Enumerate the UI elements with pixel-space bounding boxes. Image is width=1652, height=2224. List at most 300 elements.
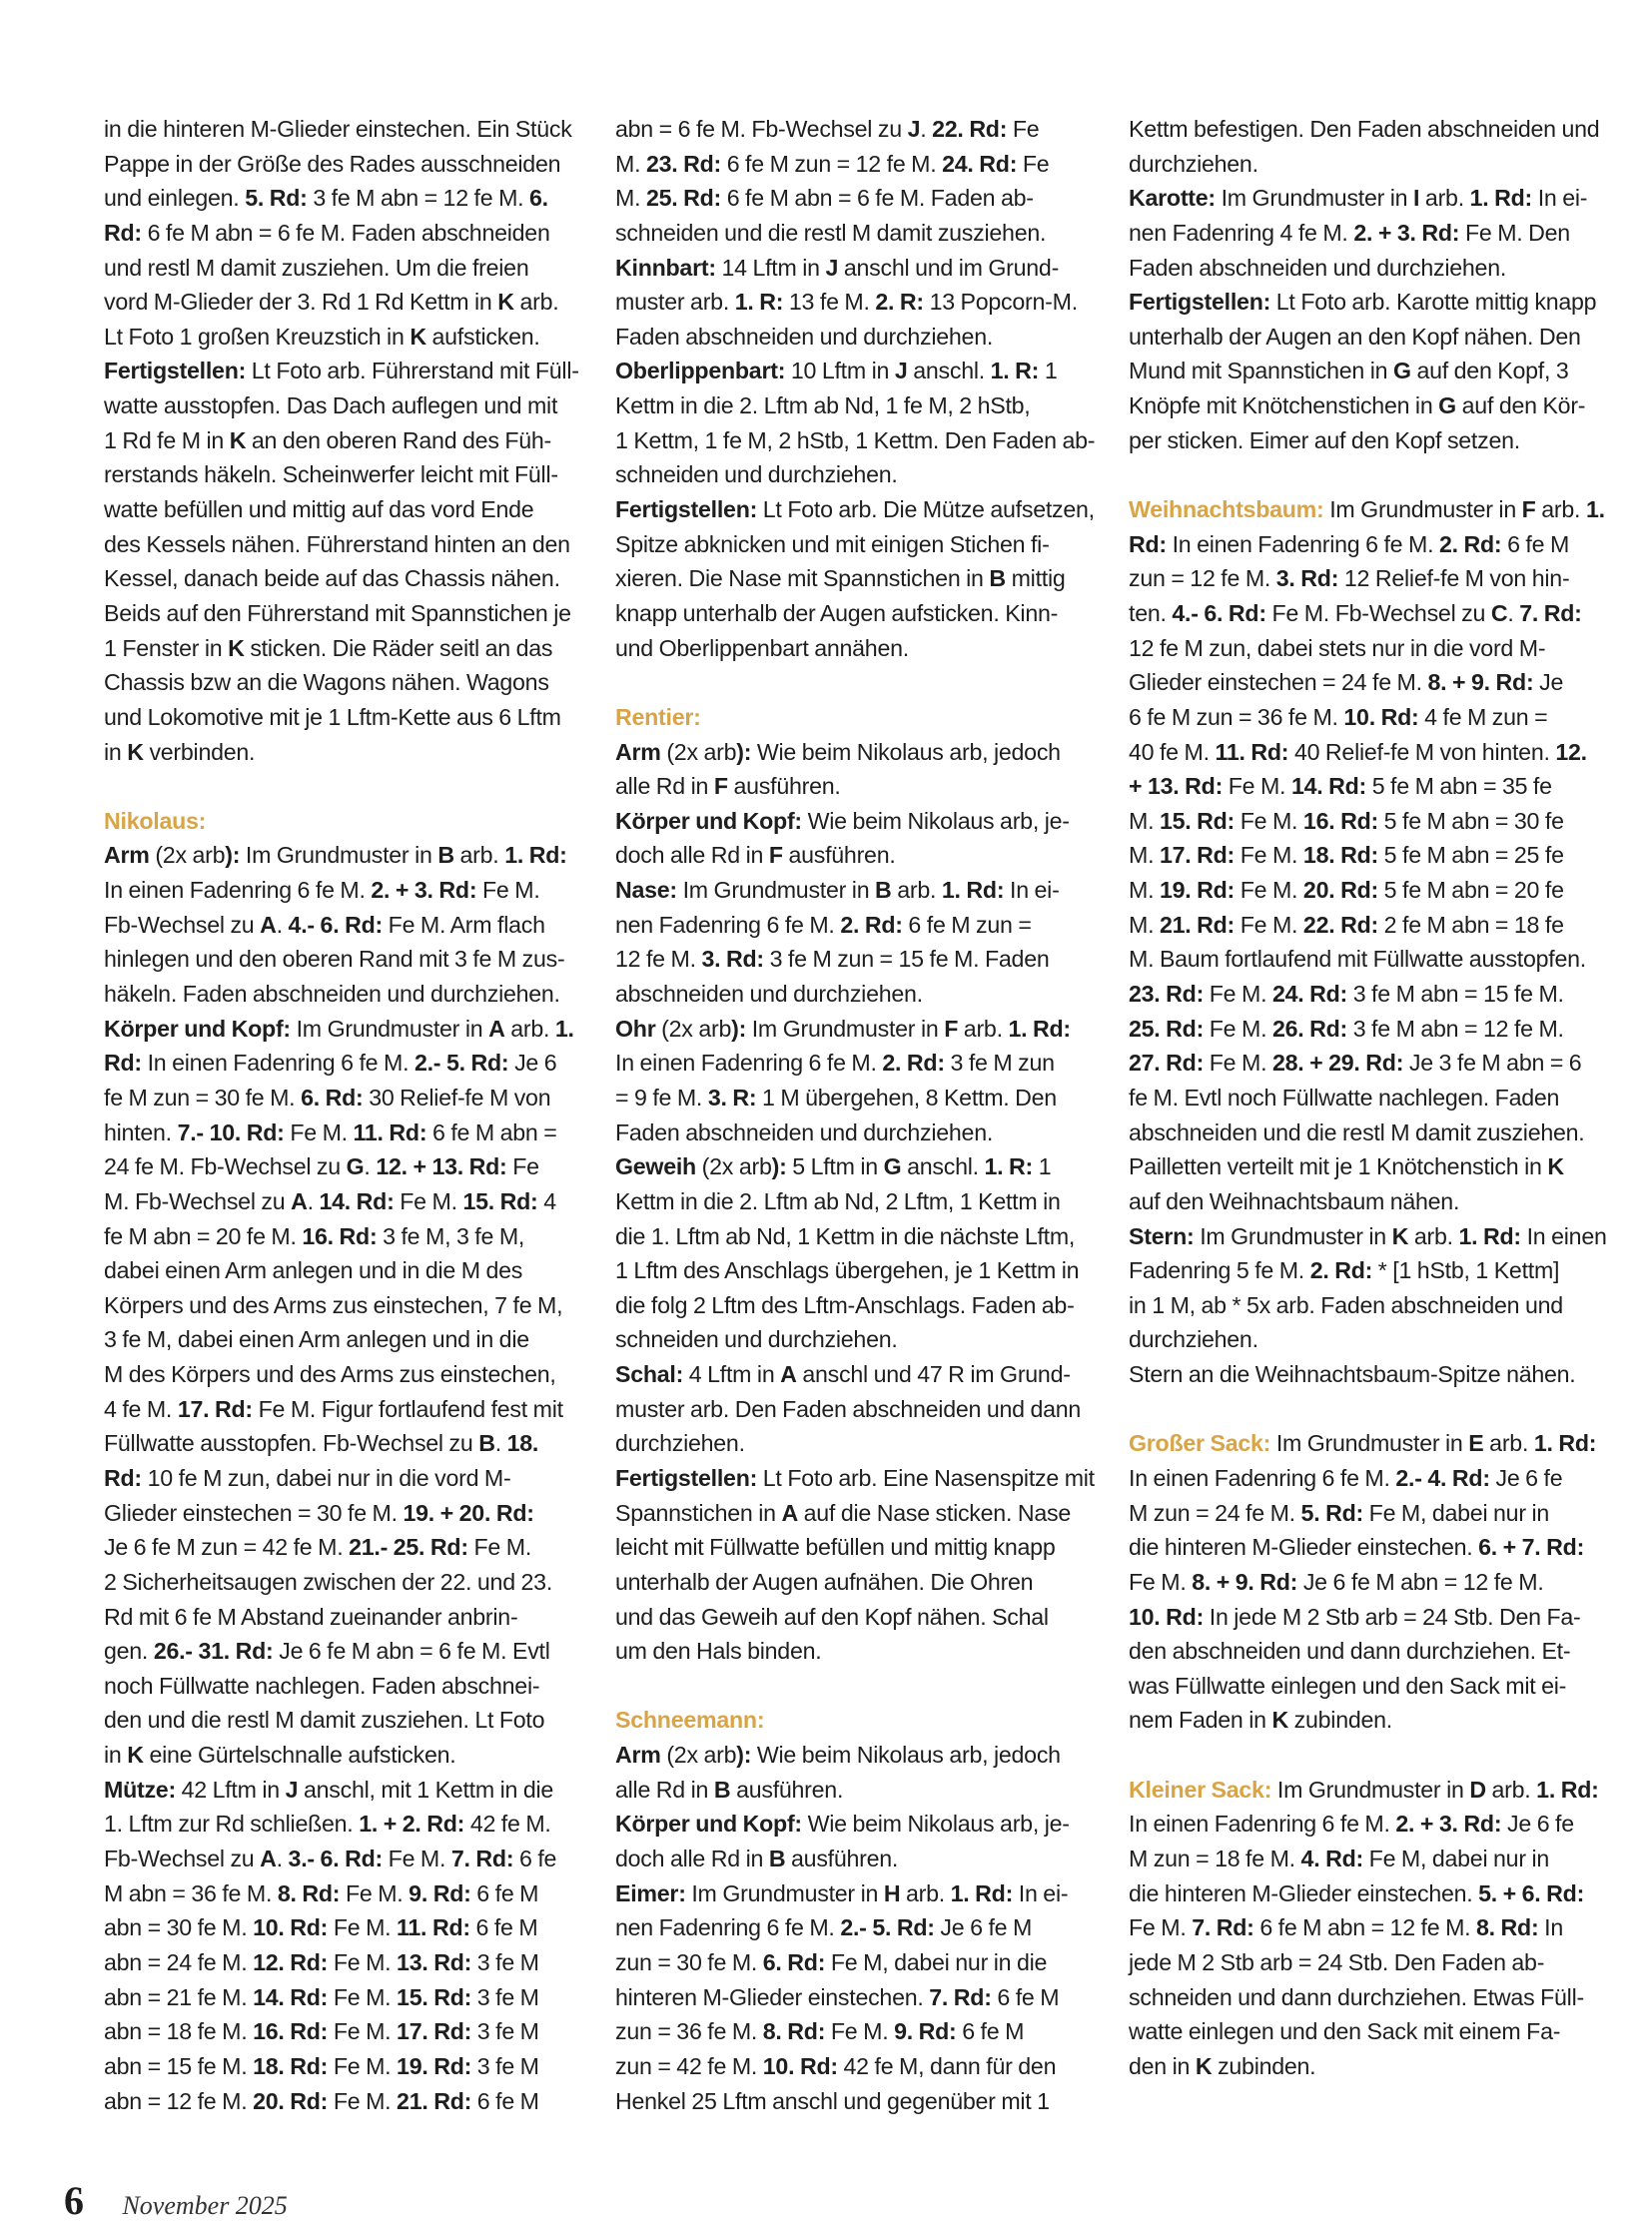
text-run: Fe M. — [328, 1914, 398, 1941]
bold-term: 7.- 10. Rd: — [177, 1118, 285, 1145]
bold-term: 2. R: — [875, 289, 924, 316]
text-run: den abschneiden und dann durchziehen. Et- — [1129, 1638, 1571, 1665]
text-line — [615, 908, 1095, 943]
text-line — [104, 1288, 583, 1323]
text-line — [104, 908, 583, 943]
text-run: Fe M. — [1129, 1914, 1193, 1941]
bold-term: 12. + 13. Rd: — [376, 1153, 507, 1180]
text-line — [1129, 2014, 1606, 2049]
text-run: 6 fe M — [991, 1983, 1060, 2010]
text-run: Fe M. — [1204, 1050, 1272, 1077]
text-line — [104, 1980, 583, 2015]
text-run: Faden abschneiden und durchziehen. — [1129, 254, 1507, 281]
text-line — [1129, 977, 1606, 1012]
text-line — [104, 2084, 583, 2119]
text-line — [615, 285, 1095, 320]
section-heading: Großer Sack: — [1129, 1430, 1271, 1457]
text-run: Wie beim Nikolaus arb, jedoch — [751, 1742, 1061, 1769]
paragraph-gap — [615, 1669, 1095, 1704]
bold-term: 1. Rd: — [1458, 1222, 1521, 1249]
text-line — [615, 838, 1095, 873]
text-run: durchziehen. — [1129, 1326, 1258, 1353]
text-run: . — [494, 1430, 507, 1457]
text-run: 6 fe M zun = 12 fe M. — [721, 150, 943, 177]
bold-term: B — [989, 565, 1006, 592]
bold-term: G — [1393, 358, 1411, 384]
text-run: M. Fb-Wechsel zu — [104, 1187, 292, 1214]
bold-term: A — [260, 1846, 277, 1872]
text-run: Lt Foto arb. Karotte mittig knapp — [1270, 289, 1597, 316]
text-run: Fe M. — [340, 1879, 410, 1906]
bold-term: ): — [736, 1742, 752, 1769]
text-run: arb. — [1419, 185, 1470, 212]
bold-term: Körper und Kopf: — [615, 807, 802, 834]
text-line — [104, 1738, 583, 1773]
text-run: und Lokomotive mit je 1 Lftm-Kette aus 6 Lftm — [104, 703, 561, 730]
text-run: anschl. — [907, 358, 991, 384]
text-line — [104, 181, 583, 216]
bold-term: K — [1195, 2052, 1213, 2079]
text-run: arb. — [891, 877, 942, 904]
text-line — [104, 942, 583, 977]
bold-term: 2.- 4. Rd: — [1395, 1464, 1490, 1491]
text-line — [1129, 1046, 1606, 1081]
bold-term: A — [260, 911, 277, 938]
bold-term: 7. Rd: — [929, 1983, 992, 2010]
text-run: nem Faden in — [1129, 1707, 1272, 1734]
text-line — [615, 631, 1095, 666]
text-run: Chassis bzw an die Wagons nähen. Wagons — [104, 669, 549, 696]
text-line — [104, 216, 583, 251]
text-line — [615, 1392, 1095, 1427]
bold-term: G — [346, 1153, 365, 1180]
text-run: 4 fe M. — [104, 1395, 178, 1422]
text-line — [615, 1081, 1095, 1115]
text-run: Im Grundmuster in — [290, 1015, 489, 1042]
bold-term: C — [1490, 599, 1508, 626]
text-run: 42 fe M, dann für den — [837, 2052, 1057, 2079]
text-run: 6 fe M — [470, 1879, 539, 1906]
text-run: Fe M. — [328, 2052, 398, 2079]
text-line — [1129, 1496, 1606, 1531]
text-run: zun = 12 fe M. — [1129, 565, 1276, 592]
bold-term: A — [488, 1015, 505, 1042]
bold-term: K — [127, 738, 144, 765]
text-run: ten. — [1129, 599, 1173, 626]
bold-term: ): — [731, 1015, 747, 1042]
text-line — [1129, 1910, 1606, 1945]
bold-term: 15. Rd: — [1159, 807, 1236, 834]
bold-term: 10. Rd: — [762, 2052, 838, 2079]
text-line — [615, 735, 1095, 770]
text-line — [615, 1738, 1095, 1773]
text-run: in — [104, 1742, 128, 1769]
text-line — [1129, 1081, 1606, 1115]
bold-term: 1. R: — [990, 358, 1040, 384]
text-run: Fe M. Fb-Wechsel zu — [1265, 599, 1491, 626]
bold-term: 9. Rd: — [409, 1879, 471, 1906]
bold-term: 16. Rd: — [302, 1222, 378, 1249]
text-run: Glieder einstechen = 30 fe M. — [104, 1499, 404, 1526]
text-run: 5 fe M abn = 35 fe — [1366, 773, 1552, 800]
bold-term: K — [1391, 1222, 1409, 1249]
text-run: muster arb. Den Faden abschneiden und dann — [615, 1395, 1082, 1422]
text-line — [104, 977, 583, 1012]
text-run: nen Fadenring 6 fe M. — [615, 1914, 841, 1941]
text-run: alle Rd in — [615, 773, 714, 800]
text-run: Fe M. — [394, 1187, 463, 1214]
bold-term: 5. Rd: — [1300, 1499, 1363, 1526]
text-run: M. — [1129, 911, 1160, 938]
bold-term: 22. Rd: — [1302, 911, 1378, 938]
text-run: anschl und 47 R im Grund- — [796, 1361, 1071, 1388]
text-run: 14 Lftm in — [715, 254, 826, 281]
text-run: auf die Nase sticken. Nase — [797, 1499, 1071, 1526]
bold-term: K — [1547, 1153, 1564, 1180]
bold-term: J — [894, 358, 908, 384]
bold-term: 7. Rd: — [450, 1846, 514, 1872]
text-run: arb. — [1535, 496, 1586, 523]
text-line — [104, 1461, 583, 1496]
text-run: (2x arb — [695, 1153, 772, 1180]
text-line — [1129, 1012, 1606, 1047]
text-line — [104, 631, 583, 666]
text-line — [1129, 1461, 1606, 1496]
text-run: 10 fe M zun, dabei nur in die vord M- — [141, 1464, 511, 1491]
text-line — [615, 181, 1095, 216]
text-run: knapp unterhalb der Augen aufsticken. Kinn- — [615, 599, 1059, 626]
text-line — [104, 1012, 583, 1047]
text-line — [104, 1115, 583, 1150]
text-run: dabei einen Arm anlegen und in die M des — [104, 1257, 523, 1284]
text-line — [615, 1980, 1095, 2015]
text-run: Fadenring 5 fe M. — [1129, 1257, 1310, 1284]
text-run: Glieder einstechen = 24 fe M. — [1129, 669, 1428, 696]
text-run: abn = 12 fe M. — [104, 2087, 254, 2114]
text-run: auf den Kopf, 3 — [1410, 358, 1569, 384]
text-run: Fe M. — [328, 2018, 398, 2045]
text-run: Je 6 fe M — [934, 1914, 1033, 1941]
text-line — [615, 1288, 1095, 1323]
text-run: die hinteren M-Glieder einstechen. — [1129, 1879, 1479, 1906]
text-run: Lt Foto arb. Die Mütze aufsetzen, — [757, 496, 1095, 523]
text-run: Beids auf den Führerstand mit Spannstichen je — [104, 599, 571, 626]
text-run: Fe M, dabei nur in — [1362, 1846, 1550, 1872]
text-run: M. — [1129, 807, 1160, 834]
text-line — [615, 1012, 1095, 1047]
bold-term: 8. + 9. Rd: — [1192, 1568, 1298, 1595]
text-line — [104, 423, 583, 458]
bold-term: E — [1468, 1430, 1484, 1457]
text-run: 6 fe M abn = 6 fe M. Faden ab- — [721, 185, 1034, 212]
bold-term: 15. Rd: — [462, 1187, 538, 1214]
bold-term: ): — [771, 1153, 787, 1180]
text-run: watte einlegen und den Sack mit einem Fa- — [1129, 2018, 1561, 2045]
bold-term: ): — [225, 842, 241, 869]
text-run: 30 Relief-fe M von — [363, 1084, 551, 1111]
bold-term: Mütze: — [104, 1776, 176, 1803]
text-line — [1129, 631, 1606, 666]
bold-term: 9. Rd: — [894, 2018, 957, 2045]
text-line — [1129, 251, 1606, 286]
text-line — [104, 1876, 583, 1911]
text-run: in 1 M, ab * 5x arb. Faden abschneiden und — [1129, 1291, 1563, 1318]
issue-date: November 2025 — [122, 2191, 288, 2220]
text-run: 5 fe M abn = 20 fe — [1377, 877, 1564, 904]
text-run: arb. — [513, 289, 559, 316]
bold-term: B — [478, 1430, 495, 1457]
column-2 — [615, 112, 1095, 2118]
bold-term: 10. Rd: — [1129, 1603, 1205, 1630]
bold-term: 2. Rd: — [1309, 1257, 1373, 1284]
text-run: Pailletten verteilt mit je 1 Knötchenstich in — [1129, 1153, 1548, 1180]
text-line — [104, 1807, 583, 1842]
bold-term: 26.- 31. Rd: — [153, 1638, 274, 1665]
bold-term: F — [1521, 496, 1536, 523]
text-line — [615, 492, 1095, 527]
text-line — [615, 457, 1095, 492]
bold-term: Geweih — [615, 1153, 696, 1180]
text-run: Im Grundmuster in — [1271, 1776, 1470, 1803]
text-line — [615, 2014, 1095, 2049]
text-run: Fe M. — [382, 1846, 451, 1872]
bold-term: 13. Rd: — [397, 1948, 472, 1975]
text-line — [615, 596, 1095, 631]
text-line — [1129, 423, 1606, 458]
bold-term: 8. Rd: — [1476, 1914, 1539, 1941]
text-run: 42 fe M. — [464, 1811, 551, 1838]
text-run: M. — [615, 185, 646, 212]
text-line — [615, 942, 1095, 977]
bold-term: 21. Rd: — [1159, 911, 1236, 938]
text-run: 5 Lftm in — [786, 1153, 884, 1180]
text-run: Spitze abknicken und mit einigen Stichen fi- — [615, 530, 1050, 557]
text-run: Je — [1533, 669, 1564, 696]
text-run: M. — [615, 150, 646, 177]
text-line — [1129, 1945, 1606, 1980]
bold-term: 2. + 3. Rd: — [1395, 1811, 1502, 1838]
text-run: Spannstichen in — [615, 1499, 782, 1526]
bold-term: 20. Rd: — [1302, 877, 1378, 904]
bold-term: Fertigstellen: — [615, 1464, 758, 1491]
text-run: arb. — [1483, 1430, 1534, 1457]
text-run: In einen Fadenring 6 fe M. — [1166, 530, 1439, 557]
text-run: und Oberlippenbart annähen. — [615, 634, 909, 661]
text-line — [1129, 1600, 1606, 1635]
text-line — [1129, 1149, 1606, 1184]
bold-term: B — [768, 1846, 786, 1872]
text-run: 5 fe M abn = 30 fe — [1377, 807, 1564, 834]
text-line — [615, 1184, 1095, 1219]
text-run: 12 fe M. — [615, 946, 702, 973]
text-run: leicht mit Füllwatte befüllen und mittig knapp — [615, 1534, 1056, 1561]
text-run: 6 fe — [513, 1846, 557, 1872]
text-run: 1 Rd fe M in — [104, 426, 230, 453]
text-run: 1 Lftm des Anschlags übergehen, je 1 Kettm in — [615, 1257, 1080, 1284]
text-run: Kessel, danach beide auf das Chassis nähen. — [104, 565, 560, 592]
text-line — [615, 1357, 1095, 1392]
text-line — [1129, 527, 1606, 562]
section-heading: Schneemann: — [615, 1707, 765, 1734]
text-run: per sticken. Eimer auf den Kopf setzen. — [1129, 426, 1520, 453]
text-line — [104, 1392, 583, 1427]
section-heading-line — [1129, 1773, 1606, 1808]
text-line — [615, 1634, 1095, 1669]
text-run: doch alle Rd in — [615, 842, 769, 869]
text-run: abschneiden und durchziehen. — [615, 981, 923, 1008]
text-run: 3 fe M abn = 12 fe M. — [307, 185, 530, 212]
text-line — [104, 561, 583, 596]
text-run: 3 fe M — [471, 1948, 539, 1975]
text-run: die hinteren M-Glieder einstechen. — [1129, 1534, 1479, 1561]
text-run: . — [920, 116, 933, 142]
text-run: Je 6 fe — [1489, 1464, 1563, 1491]
text-run: Fb-Wechsel zu — [104, 1846, 261, 1872]
bold-term: 10. Rd: — [1343, 703, 1419, 730]
text-line — [615, 1253, 1095, 1288]
text-run: 6 fe M zun = — [902, 911, 1032, 938]
text-run: Wie beim Nikolaus arb, je- — [801, 1811, 1070, 1838]
text-line — [104, 320, 583, 355]
text-run: noch Füllwatte nachlegen. Faden abschnei- — [104, 1672, 540, 1699]
text-run: Kettm befestigen. Den Faden abschneiden und — [1129, 116, 1600, 142]
bold-term: 2. + 3. Rd: — [371, 877, 477, 904]
text-line — [615, 423, 1095, 458]
text-run: M. Baum fortlaufend mit Füllwatte ausstopfen. — [1129, 946, 1586, 973]
text-line — [104, 1565, 583, 1600]
text-line — [104, 1426, 583, 1461]
bold-term: Karotte: — [1129, 185, 1216, 212]
bold-term: J — [825, 254, 839, 281]
text-run: In ei- — [1004, 877, 1060, 904]
text-run: um den Hals binden. — [615, 1638, 822, 1665]
text-run: hinlegen und den oberen Rand mit 3 fe M zus- — [104, 946, 565, 973]
text-run: 3 fe M zun = 15 fe M. Faden — [763, 946, 1050, 973]
bold-term: 3. Rd: — [701, 946, 764, 973]
section-heading: Nikolaus: — [104, 807, 207, 834]
text-run: Im Grundmuster in — [1215, 185, 1414, 212]
text-run: Je 6 fe M abn = 6 fe M. Evtl — [273, 1638, 550, 1665]
text-run: Pappe in der Größe des Rades ausschneiden — [104, 150, 561, 177]
text-run: schneiden und durchziehen. — [615, 461, 898, 488]
bold-term: 1. Rd: — [1533, 1430, 1597, 1457]
text-line — [1129, 769, 1606, 804]
bold-term: 1. Rd: — [1536, 1776, 1599, 1803]
text-run: Fe — [506, 1153, 539, 1180]
text-run: Faden abschneiden und durchziehen. — [615, 323, 994, 350]
bold-term: ): — [736, 738, 752, 765]
text-run: arb. — [958, 1015, 1009, 1042]
text-run: 13 Popcorn-M. — [923, 289, 1078, 316]
text-line — [104, 388, 583, 423]
text-line — [1129, 908, 1606, 943]
text-run: Im Grundmuster in — [685, 1879, 884, 1906]
text-run: . — [364, 1153, 377, 1180]
bold-term: Fertigstellen: — [615, 496, 758, 523]
bold-term: K — [497, 289, 514, 316]
text-line — [615, 1219, 1095, 1254]
bold-term: F — [944, 1015, 959, 1042]
bold-term: 6. Rd: — [301, 1084, 364, 1111]
text-run: abn = 24 fe M. — [104, 1948, 254, 1975]
text-line — [615, 804, 1095, 839]
text-run: Fe M. — [476, 877, 540, 904]
text-line — [615, 1565, 1095, 1600]
text-line — [104, 1496, 583, 1531]
bold-term: A — [291, 1187, 308, 1214]
text-run: M des Körpers und des Arms zus einstechen, — [104, 1361, 556, 1388]
text-run: nen Fadenring 6 fe M. — [615, 911, 841, 938]
text-line — [615, 1530, 1095, 1565]
text-run: 6 fe M — [1501, 530, 1570, 557]
text-line — [104, 1634, 583, 1669]
column-3 — [1129, 112, 1606, 2084]
text-run: 40 Relief-fe M von hinten. — [1288, 738, 1556, 765]
text-run: (2x arb — [660, 738, 737, 765]
text-line — [1129, 320, 1606, 355]
text-run: Wie beim Nikolaus arb, jedoch — [751, 738, 1061, 765]
text-run: M abn = 36 fe M. — [104, 1879, 278, 1906]
text-run: xieren. Die Nase mit Spannstichen in — [615, 565, 990, 592]
text-line — [1129, 873, 1606, 908]
text-run: M. — [1129, 877, 1160, 904]
text-run: alle Rd in — [615, 1776, 714, 1803]
text-line — [104, 2049, 583, 2084]
text-run: schneiden und durchziehen. — [615, 1326, 898, 1353]
text-line — [104, 1184, 583, 1219]
bold-term: Oberlippenbart: — [615, 358, 786, 384]
text-line — [615, 1842, 1095, 1876]
text-line — [615, 2049, 1095, 2084]
text-run: In einen Fadenring 6 fe M. — [1129, 1464, 1396, 1491]
text-line — [1129, 1669, 1606, 1704]
text-run: 3 fe M, 3 fe M, — [377, 1222, 525, 1249]
text-run: Lt Foto 1 großen Kreuzstich in — [104, 323, 411, 350]
bold-term: 3.- 6. Rd: — [288, 1846, 383, 1872]
text-line — [1129, 112, 1606, 147]
bold-term: 8. + 9. Rd: — [1427, 669, 1534, 696]
text-run: 2 Sicherheitsaugen zwischen der 22. und 23. — [104, 1568, 553, 1595]
text-line — [104, 112, 583, 147]
bold-term: A — [780, 1361, 797, 1388]
text-run: 3 fe M zun — [944, 1050, 1055, 1077]
text-run: In einen Fadenring 6 fe M. — [1129, 1811, 1396, 1838]
text-line — [615, 1461, 1095, 1496]
text-line — [1129, 1253, 1606, 1288]
bold-term: 4.- 6. Rd: — [1172, 599, 1266, 626]
text-line — [104, 147, 583, 182]
text-run: fe M zun = 30 fe M. — [104, 1084, 302, 1111]
text-run: jede M 2 Stb arb = 24 Stb. Den Faden ab- — [1129, 1948, 1545, 1975]
text-run: In jede M 2 Stb arb = 24 Stb. Den Fa- — [1204, 1603, 1581, 1630]
text-run: arb. — [1485, 1776, 1537, 1803]
section-heading: Rentier: — [615, 703, 701, 730]
text-run: Je 6 fe M abn = 12 fe M. — [1297, 1568, 1544, 1595]
bold-term: Arm — [615, 1742, 661, 1769]
bold-term: 19. Rd: — [397, 2052, 472, 2079]
text-run: Fe M. — [1204, 981, 1272, 1008]
bold-term: B — [875, 877, 892, 904]
text-run: Fe M. Figur fortlaufend fest mit — [252, 1395, 563, 1422]
bold-term: J — [907, 116, 921, 142]
bold-term: 8. Rd: — [762, 2018, 826, 2045]
text-line — [1129, 1565, 1606, 1600]
text-run: rerstands häkeln. Scheinwerfer leicht mit Füll- — [104, 461, 558, 488]
text-line — [1129, 1807, 1606, 1842]
text-line — [104, 354, 583, 388]
text-run: anschl und im Grund- — [838, 254, 1060, 281]
bold-term: 22. Rd: — [932, 116, 1008, 142]
